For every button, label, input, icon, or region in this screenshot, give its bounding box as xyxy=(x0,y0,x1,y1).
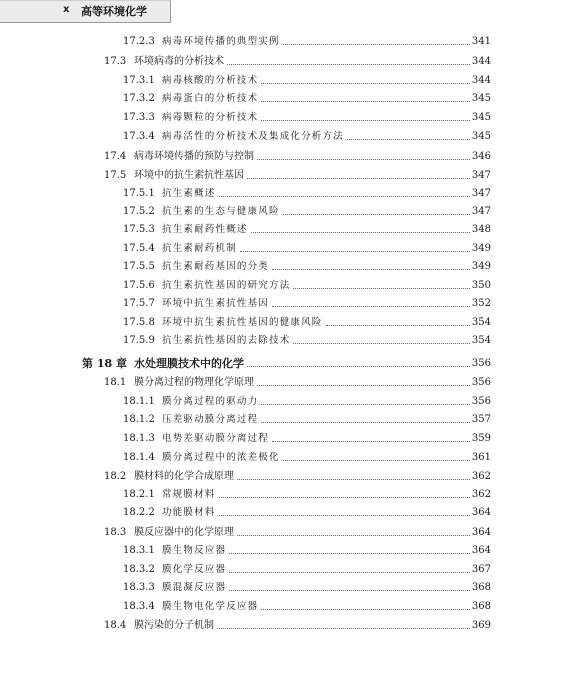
dot-leader xyxy=(237,534,470,536)
toc-entry-number: 17.3.1 xyxy=(123,75,155,86)
dot-leader xyxy=(261,119,470,121)
toc-entry-page: 356 xyxy=(471,396,491,407)
dot-leader xyxy=(227,63,470,65)
toc-entry-title: 抗生素的生态与健康风险 xyxy=(162,206,280,217)
page-number: x xyxy=(63,4,70,15)
toc-entry-number: 17.3 xyxy=(104,56,127,67)
toc-entry-page: 354 xyxy=(471,317,491,328)
toc-entry-page: 367 xyxy=(471,564,491,575)
toc-entry-title: 抗生素耐药性概述 xyxy=(162,224,248,235)
toc-entry-number: 18.1.2 xyxy=(123,414,155,425)
dot-leader xyxy=(347,138,470,140)
toc-entry-page: 362 xyxy=(471,471,491,482)
toc-entry xyxy=(104,147,491,163)
dot-leader xyxy=(293,342,470,344)
toc-entry-number: 17.5.5 xyxy=(123,261,155,272)
toc-entry-title: 抗生素抗性基因的研究方法 xyxy=(162,280,291,291)
toc-entry-page: 349 xyxy=(471,261,491,272)
toc-entry-page: 347 xyxy=(471,170,491,181)
toc-entry xyxy=(123,89,491,105)
toc-entry-number: 17.5.3 xyxy=(123,224,155,235)
dot-leader xyxy=(261,403,470,405)
toc-entry xyxy=(123,485,491,501)
toc-entry-title: 病毒蛋白的分析技术 xyxy=(162,93,259,104)
toc-entry-number: 17.5.9 xyxy=(123,335,155,346)
toc-entry-title: 环境中抗生素抗性基因 xyxy=(162,298,270,309)
toc-entry-title: 膜污染的分子机制 xyxy=(134,620,214,631)
toc-entry-number: 18.2.2 xyxy=(123,507,155,518)
toc-entry-number: 18.3.1 xyxy=(123,545,155,556)
dot-leader xyxy=(257,384,470,386)
toc-entry-number: 18.1.4 xyxy=(123,452,155,463)
toc-entry xyxy=(104,467,491,483)
toc-entry-page: 345 xyxy=(471,93,491,104)
toc-entry-title: 抗生素耐药基因的分类 xyxy=(162,261,270,272)
toc-entry-page: 362 xyxy=(471,489,491,500)
toc-entry-page: 347 xyxy=(471,188,491,199)
dot-leader xyxy=(272,440,470,442)
dot-leader xyxy=(283,43,470,45)
toc-entry-number: 17.5.4 xyxy=(123,243,155,254)
dot-leader xyxy=(240,250,470,252)
toc-entry-page: 361 xyxy=(471,452,491,463)
toc-entry-title: 水处理膜技术中的化学 xyxy=(134,357,244,370)
toc-entry-title: 病毒环境传播的预防与控制 xyxy=(134,151,254,162)
toc-entry-page: 352 xyxy=(471,298,491,309)
toc-entry-number: 18.3.3 xyxy=(123,582,155,593)
toc-entry-number: 18.3.4 xyxy=(123,601,155,612)
toc-entry xyxy=(104,616,491,632)
toc-entry-number: 17.5.7 xyxy=(123,298,155,309)
toc-entry-number: 17.5.1 xyxy=(123,188,155,199)
toc-entry-page: 364 xyxy=(471,527,491,538)
dot-leader xyxy=(326,324,470,326)
toc-entry xyxy=(123,127,491,143)
dot-leader xyxy=(272,268,470,270)
toc-entry-number: 第 18 章 xyxy=(82,357,127,370)
dot-leader xyxy=(257,158,470,160)
toc-entry xyxy=(123,410,491,426)
toc-entry-title: 功能膜材料 xyxy=(162,507,216,518)
toc-entry-page: 350 xyxy=(471,280,491,291)
toc-entry xyxy=(123,184,491,200)
toc-entry-page: 344 xyxy=(471,75,491,86)
toc-entry-title: 膜分离过程中的浓差极化 xyxy=(162,452,280,463)
toc-entry-title: 膜材料的化学合成原理 xyxy=(134,471,234,482)
toc-entry-number: 18.3 xyxy=(104,527,127,538)
toc-entry-page: 345 xyxy=(471,131,491,142)
toc-entry-title: 膜分离过程的物理化学原理 xyxy=(134,377,254,388)
dot-leader xyxy=(251,231,470,233)
dot-leader xyxy=(237,478,470,480)
toc-entry-number: 17.2.3 xyxy=(123,36,155,47)
toc-entry-page: 357 xyxy=(471,414,491,425)
toc-entry xyxy=(104,373,491,389)
toc-entry-number: 18.2 xyxy=(104,471,127,482)
toc-entry xyxy=(123,257,491,273)
toc-entry-page: 364 xyxy=(471,507,491,518)
toc-entry-number: 17.3.2 xyxy=(123,93,155,104)
dot-leader xyxy=(272,305,470,307)
toc-entry xyxy=(123,560,491,576)
toc-entry-title: 抗生素抗性基因的去除技术 xyxy=(162,335,291,346)
toc-entry-number: 17.3.4 xyxy=(123,131,155,142)
dot-leader xyxy=(229,571,470,573)
toc-entry xyxy=(123,392,491,408)
dot-leader xyxy=(229,552,470,554)
toc-entry-number: 17.3.3 xyxy=(123,112,155,123)
toc-entry-page: 364 xyxy=(471,545,491,556)
toc-entry-number: 18.2.1 xyxy=(123,489,155,500)
page-header xyxy=(0,0,584,22)
toc-entry-title: 病毒环境传播的典型实例 xyxy=(162,36,280,47)
dot-leader xyxy=(219,514,470,516)
toc-entry-title: 常规膜材料 xyxy=(162,489,216,500)
toc-entry-title: 抗生素耐药机制 xyxy=(162,243,237,254)
toc-entry-number: 18.1 xyxy=(104,377,127,388)
toc-entry-number: 18.1.1 xyxy=(123,396,155,407)
toc-entry xyxy=(104,52,491,68)
toc-entry-title: 环境中抗生素抗性基因的健康风险 xyxy=(162,317,323,328)
dot-leader xyxy=(283,459,470,461)
dot-leader xyxy=(247,177,470,179)
toc-entry xyxy=(123,331,491,347)
toc-entry-title: 病毒颗粒的分析技术 xyxy=(162,112,259,123)
toc-entry-number: 17.4 xyxy=(104,151,127,162)
toc-entry xyxy=(104,523,491,539)
toc-entry xyxy=(123,220,491,236)
toc-entry xyxy=(123,503,491,519)
toc-entry xyxy=(123,448,491,464)
toc-entry-title: 膜反应器中的化学原理 xyxy=(134,527,234,538)
dot-leader xyxy=(247,365,470,367)
toc-entry xyxy=(123,108,491,124)
toc-entry xyxy=(123,32,491,48)
toc-entry xyxy=(123,294,491,310)
toc-entry-title: 压差驱动膜分离过程 xyxy=(162,414,259,425)
toc-entry-page: 356 xyxy=(471,377,491,388)
toc-entry-title: 膜化学反应器 xyxy=(162,564,227,575)
toc-entry-number: 17.5.2 xyxy=(123,206,155,217)
toc-entry-title: 病毒活性的分析技术及集成化分析方法 xyxy=(162,131,344,142)
toc-entry-page: 349 xyxy=(471,243,491,254)
toc-entry-page: 344 xyxy=(471,56,491,67)
dot-leader xyxy=(219,496,470,498)
toc-entry xyxy=(123,71,491,87)
toc-entry-number: 18.4 xyxy=(104,620,127,631)
toc-entry-title: 膜生物电化学反应器 xyxy=(162,601,259,612)
dot-leader xyxy=(261,421,470,423)
toc-entry-number: 17.5.8 xyxy=(123,317,155,328)
toc-entry xyxy=(123,578,491,594)
toc-entry-title: 环境病毒的分析技术 xyxy=(134,56,224,67)
dot-leader xyxy=(219,195,470,197)
toc-entry xyxy=(123,541,491,557)
dot-leader xyxy=(217,627,470,629)
dot-leader xyxy=(261,82,470,84)
toc-entry-number: 18.1.3 xyxy=(123,433,155,444)
dot-leader xyxy=(261,100,470,102)
toc-entry xyxy=(123,276,491,292)
toc-entry-page: 354 xyxy=(471,335,491,346)
toc-entry-title: 环境中的抗生素抗性基因 xyxy=(134,170,244,181)
toc-entry xyxy=(123,313,491,329)
toc-entry xyxy=(104,166,491,182)
toc-entry-page: 347 xyxy=(471,206,491,217)
toc-entry-page: 368 xyxy=(471,601,491,612)
toc-entry-page: 356 xyxy=(471,358,491,369)
toc-entry-page: 341 xyxy=(471,36,491,47)
toc-entry-title: 抗生素概述 xyxy=(162,188,216,199)
toc-entry-title: 膜生物反应器 xyxy=(162,545,227,556)
toc-chapter-entry xyxy=(82,354,491,370)
toc-entry-page: 348 xyxy=(471,224,491,235)
book-title: 高等环境化学 xyxy=(81,5,147,18)
toc-entry-page: 345 xyxy=(471,112,491,123)
toc-entry-page: 369 xyxy=(471,620,491,631)
toc-entry-title: 膜混凝反应器 xyxy=(162,582,227,593)
toc-entry-page: 368 xyxy=(471,582,491,593)
dot-leader xyxy=(229,589,470,591)
dot-leader xyxy=(293,287,470,289)
toc-entry-number: 17.5.6 xyxy=(123,280,155,291)
toc-entry-number: 18.3.2 xyxy=(123,564,155,575)
toc-entry-title: 膜分离过程的驱动力 xyxy=(162,396,259,407)
toc-entry xyxy=(123,202,491,218)
toc-entry-number: 17.5 xyxy=(104,170,127,181)
dot-leader xyxy=(261,608,470,610)
dot-leader xyxy=(283,213,470,215)
toc-entry-title: 病毒核酸的分析技术 xyxy=(162,75,259,86)
toc-entry xyxy=(123,597,491,613)
toc-entry-page: 346 xyxy=(471,151,491,162)
toc-entry-title: 电势差驱动膜分离过程 xyxy=(162,433,270,444)
toc-entry xyxy=(123,239,491,255)
toc-entry-page: 359 xyxy=(471,433,491,444)
toc-entry xyxy=(123,429,491,445)
